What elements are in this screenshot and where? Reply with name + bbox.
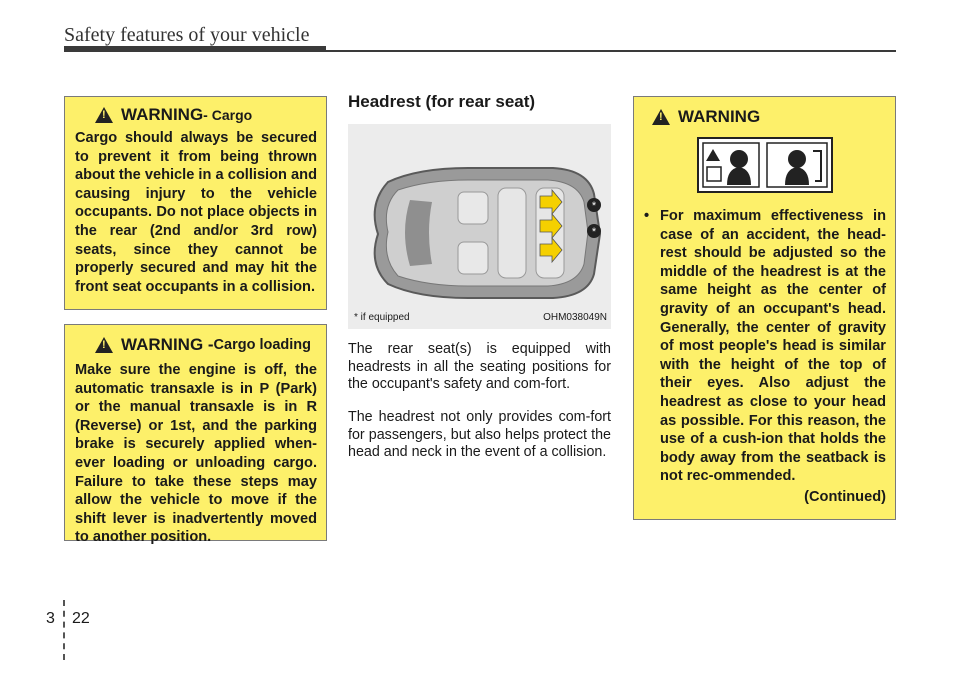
warning-label: WARNING: [121, 105, 204, 124]
warning-cargo-loading-text: Make sure the engine is off, the automatic transaxle is in P (Park) or the manual transaxle is in R (Reverse) or 1st, and the parking brake is securely applied when-ever loading or unloading cargo. Failure to take these steps may allow the vehicle to move if the shift lever is inadvertently moved to another position.: [75, 362, 317, 546]
warning-cargo-loading-title: [95, 335, 317, 355]
warning-headrest-text: For maximum effectiveness in case of an accident, the head-rest should be adjusted so the middle of the headrest is at the same height as the center of gravity of an occupant's head. Generally, the center of gravity of most people's head is similar with the height of the top of their eyes. Also adjust the headrest as close to your head as possible. For this reason, the use of a cush-ion that holds the body away from the seatback is not rec-ommended.: [660, 208, 886, 485]
warning-cargo-text: Cargo should always be secured to prevent it from being thrown about the vehicle in a collision and causing injury to the vehicle occupants. Do not place objects in the rear (2nd and/or 3rd row) seats, since they cannot be properly secured and may hit the front seat occupants in a collision.: [75, 130, 317, 295]
warning-label: WARNING -: [121, 335, 214, 354]
warning-cargo-box: [64, 96, 327, 310]
svg-text:*: *: [591, 226, 597, 238]
bullet-icon: •: [644, 208, 650, 224]
warning-triangle-icon: [95, 337, 113, 353]
chapter-number: 3: [46, 610, 55, 627]
headrest-pictogram: [644, 137, 886, 193]
warning-cargo-title: [95, 105, 317, 125]
headrest-figure: [348, 124, 611, 329]
figure-code: OHM038049N: [543, 312, 607, 323]
warning-triangle-icon: [652, 109, 670, 125]
body-paragraph: The rear seat(s) is equipped with headrests in all the seating positions for the occupant's safety and com-fort.: [348, 341, 611, 393]
header-rule: [326, 50, 896, 52]
body-paragraph: The headrest not only provides com-fort for passengers, but also helps protect the head and neck in the event of a collision.: [348, 409, 611, 461]
warning-label: WARNING: [678, 107, 761, 126]
page-header-title: Safety features of your vehicle: [64, 24, 310, 46]
svg-text:*: *: [591, 200, 597, 212]
footer-divider: [63, 600, 65, 660]
warning-headrest-item: [644, 207, 886, 486]
warning-triangle-icon: [95, 107, 113, 123]
figure-footnote: * if equipped: [354, 312, 410, 323]
section-title: Headrest (for rear seat): [348, 92, 536, 111]
warning-subtitle: - Cargo: [203, 107, 253, 123]
warning-headrest-box: [633, 96, 896, 520]
header-bar: [64, 46, 326, 52]
warning-subtitle: Cargo loading: [213, 337, 312, 353]
vehicle-top-view-illustration: [348, 124, 611, 329]
continued-label: (Continued): [804, 488, 886, 505]
warning-cargo-loading-box: [64, 324, 327, 546]
headrest-adjust-icon: [697, 137, 833, 193]
page-number: 22: [72, 610, 90, 627]
warning-headrest-title: [652, 107, 886, 127]
